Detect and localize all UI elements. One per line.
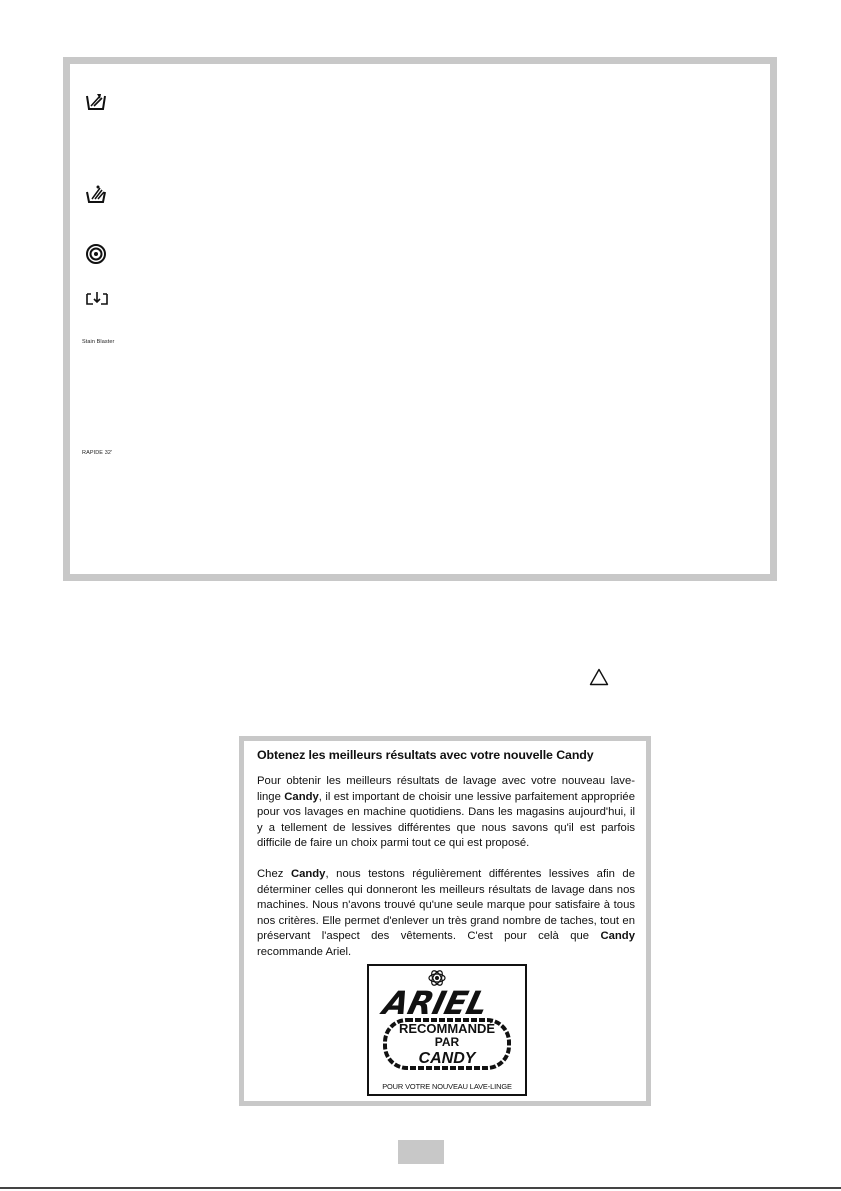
candy-brand-name: Candy — [284, 790, 319, 803]
candy-brand-name: Candy — [600, 930, 635, 943]
ariel-recommended-logo — [367, 964, 527, 1096]
warning-triangle-icon — [589, 668, 609, 691]
ariel-brand-text: ARIEL — [379, 984, 493, 1022]
recommande-text: RECOMMANDÉ — [398, 1021, 496, 1036]
page-number-box — [398, 1140, 444, 1164]
candy-brand-name: Candy — [290, 867, 326, 880]
stain-blaster-label: Stain Blaster — [82, 339, 115, 345]
info-paragraph-1: Pour obtenir les meilleurs résultats de lavage avec votre nouveau lave-linge Candy, il est important de choisir une lessive parfaitement appropriée pour vos lavages en machine quotidiens. Dans les magasins aujourd'hui, il y a tellement de lessives différentes que nous savons qu'il est parfois difficile de faire un choix parmi tout ce qui est proposé. — [257, 775, 635, 850]
wash-symbols-panel — [63, 57, 777, 581]
par-text: PAR — [434, 1035, 460, 1049]
bottom-rule — [0, 1187, 841, 1189]
candy-brand-text: CANDY — [418, 1050, 476, 1067]
logo-footer: POUR VOTRE NOUVEAU LAVE-LINGE — [382, 1082, 512, 1091]
info-title: Obtenez les meilleurs résultats avec votre nouvelle Candy — [257, 748, 594, 762]
prewash-basin-icon — [85, 91, 107, 111]
ariel-recommendation-box — [239, 736, 651, 1106]
info-paragraph-2: Chez Candy, nous testons régulièrement différentes lessives afin de déterminer celles qui donneront les meilleurs résultats de lavage dans nos machines. Nous n'avons trouvé qu'une seule marque pour satisfaire à tous nos critères. Elle permet d'enlever un très grand nombre de taches, tout en préservant l'aspect des vêtements. C'est pour celà que Candy recommande Ariel. — [257, 867, 635, 958]
drain-icon — [85, 291, 109, 307]
rapide-32-label: RAPIDE 32' — [82, 450, 113, 456]
spin-spiral-icon — [85, 243, 107, 265]
rinse-basin-icon — [85, 184, 107, 204]
ariel-logo-artwork — [369, 966, 525, 1076]
